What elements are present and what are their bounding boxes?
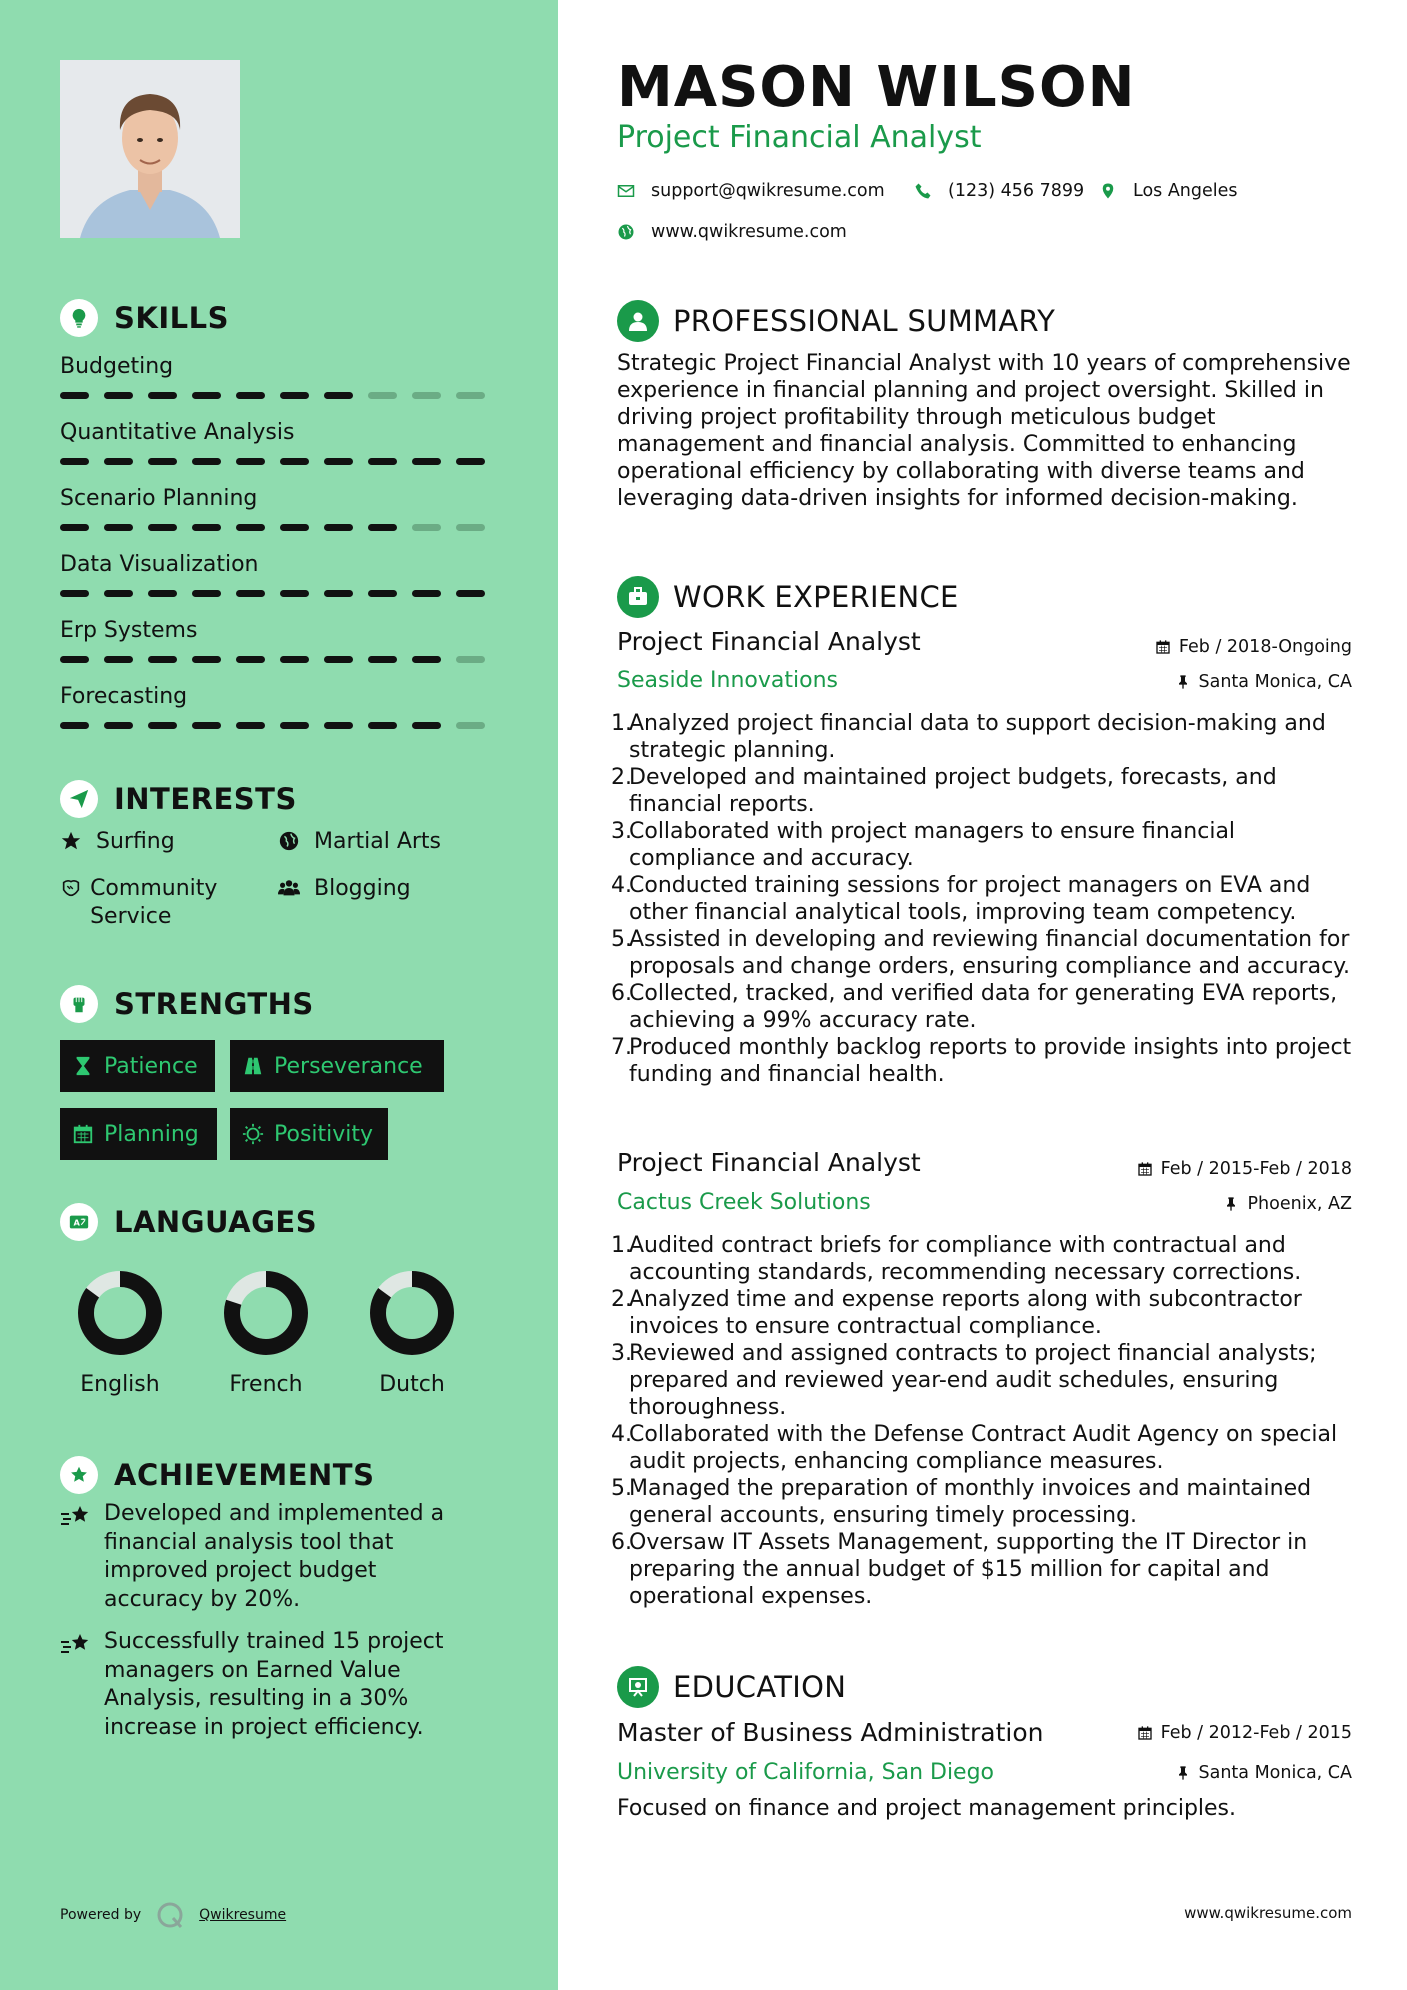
- skill-dash-filled: [324, 458, 353, 465]
- list-item: 1. Analyzed project financial data to support decision-making and strategic planning.: [611, 711, 1326, 763]
- education-location: Santa Monica, CA: [1175, 1763, 1353, 1783]
- skill-dash-filled: [192, 524, 221, 531]
- powered-by: [60, 1900, 286, 1930]
- skills-heading: SKILLS: [60, 299, 229, 337]
- education-description: Focused on finance and project management principles.: [617, 1796, 1237, 1821]
- skill-dash-filled: [324, 590, 353, 597]
- skill-dash-filled: [412, 656, 441, 663]
- skill-name: Forecasting: [60, 684, 188, 709]
- skill-dash-filled: [280, 392, 309, 399]
- list-item: 5. Assisted in developing and reviewing financial documentation for proposals and change orders, ensuring compliance and accuracy.: [611, 927, 1351, 979]
- skill-item: [60, 548, 500, 614]
- contact-phone: [914, 181, 1084, 201]
- skill-dash-filled: [368, 458, 397, 465]
- candidate-role: Project Financial Analyst: [617, 120, 982, 155]
- skill-dash-filled: [60, 458, 89, 465]
- lightbulb-icon: [60, 299, 98, 337]
- strength-label: Perseverance: [274, 1053, 423, 1079]
- globe-icon: [278, 828, 306, 856]
- skill-dash-filled: [236, 722, 265, 729]
- language-ring: [75, 1268, 165, 1358]
- skill-rating: [60, 524, 500, 531]
- summary-text: Strategic Project Financial Analyst with 10 years of comprehensive experience in financial planning and project oversight. Skilled in driving project profitability through meticulous budget management and financial analysis. Committed to enhancing operational efficiency by collaborating with diverse teams and leveraging data-driven insights for informed decision-making.: [617, 351, 1351, 511]
- skill-dash-filled: [280, 524, 309, 531]
- language-item: [206, 1268, 326, 1397]
- skill-dash-filled: [280, 722, 309, 729]
- skill-item: [60, 416, 500, 482]
- skill-dash-filled: [236, 524, 265, 531]
- job-company: Seaside Innovations: [617, 668, 838, 693]
- skill-dash-filled: [60, 656, 89, 663]
- contact-email: [617, 181, 885, 201]
- shooting-star-icon: [60, 1628, 104, 1742]
- skill-rating: [60, 590, 500, 597]
- skill-dash-filled: [148, 392, 177, 399]
- language-name: English: [80, 1372, 160, 1397]
- skill-dash-filled: [368, 656, 397, 663]
- interest-item: [60, 828, 175, 856]
- skill-dash-filled: [60, 392, 89, 399]
- interest-label: Blogging: [314, 876, 411, 901]
- list-item: 1. Audited contract briefs for compliance with contractual and accounting standards, recommending necessary corrections.: [611, 1233, 1302, 1285]
- list-item: 2. Developed and maintained project budgets, forecasts, and financial reports.: [611, 765, 1277, 817]
- language-ring: [367, 1268, 457, 1358]
- languages-heading: A LANGUAGES: [60, 1203, 317, 1241]
- footer-url[interactable]: www.qwikresume.com: [1184, 1904, 1352, 1922]
- skill-rating: [60, 656, 500, 663]
- interest-label: Surfing: [96, 829, 175, 854]
- shooting-star-icon: [60, 1500, 104, 1614]
- user-icon: [617, 300, 659, 342]
- achievement-item: [60, 1628, 480, 1742]
- website-text[interactable]: www.qwikresume.com: [651, 222, 847, 242]
- skill-dash-filled: [236, 392, 265, 399]
- skill-dash-empty: [456, 524, 485, 531]
- strength-tag: [60, 1108, 217, 1160]
- graduation-icon: [617, 1666, 659, 1708]
- language-item: [352, 1268, 472, 1397]
- skill-dash-filled: [412, 722, 441, 729]
- skill-name: Quantitative Analysis: [60, 420, 295, 445]
- envelope-icon: [617, 182, 635, 200]
- skill-dash-empty: [456, 722, 485, 729]
- skill-item: [60, 614, 500, 680]
- email-text[interactable]: support@qwikresume.com: [651, 181, 885, 201]
- skill-dash-filled: [412, 458, 441, 465]
- skill-dash-filled: [104, 524, 133, 531]
- profile-photo: [60, 60, 240, 238]
- list-item: 7. Produced monthly backlog reports to provide insights into project funding and financial health.: [611, 1035, 1352, 1087]
- skill-dash-filled: [368, 524, 397, 531]
- skill-dash-filled: [104, 392, 133, 399]
- interest-label: Martial Arts: [314, 829, 442, 854]
- strengths-heading: STRENGTHS: [60, 985, 314, 1023]
- skill-dash-filled: [324, 656, 353, 663]
- achievement-text: Successfully trained 15 project managers on Earned Value Analysis, resulting in a 30% increase in project efficiency.: [104, 1629, 444, 1740]
- achievement-item: [60, 1500, 480, 1614]
- strength-label: Patience: [104, 1053, 198, 1079]
- achievement-text: Developed and implemented a financial analysis tool that improved project budget accuracy by 20%.: [104, 1501, 445, 1612]
- location-text: Los Angeles: [1133, 181, 1238, 201]
- education-date: Feb / 2012-Feb / 2015: [1137, 1723, 1352, 1743]
- pushpin-icon: [1223, 1196, 1239, 1212]
- hourglass-icon: [72, 1055, 94, 1077]
- list-item: 3. Collaborated with project managers to ensure financial compliance and accuracy.: [611, 819, 1236, 871]
- list-item: 4. Collaborated with the Defense Contract Audit Agency on special audit projects, enhancing compliance measures.: [611, 1422, 1338, 1474]
- interests-heading: INTERESTS: [60, 780, 297, 818]
- skill-dash-filled: [368, 722, 397, 729]
- experience-heading: WORK EXPERIENCE: [617, 576, 959, 618]
- users-icon: [278, 875, 306, 903]
- skill-dash-filled: [412, 590, 441, 597]
- skill-name: Data Visualization: [60, 552, 259, 577]
- job-title: Project Financial Analyst: [617, 1148, 921, 1177]
- education-heading: EDUCATION: [617, 1666, 846, 1708]
- skill-dash-empty: [412, 524, 441, 531]
- skill-dash-filled: [104, 458, 133, 465]
- job-title: Project Financial Analyst: [617, 627, 921, 656]
- skill-item: [60, 680, 500, 746]
- skill-dash-filled: [104, 590, 133, 597]
- skill-dash-filled: [368, 590, 397, 597]
- phone-text: (123) 456 7899: [948, 181, 1085, 201]
- calendar-icon: [1155, 639, 1171, 655]
- skills-list: [60, 350, 500, 746]
- language-icon: [60, 1203, 98, 1241]
- strength-label: Positivity: [274, 1121, 374, 1147]
- calendar-icon: [1137, 1725, 1153, 1741]
- phone-icon: [914, 182, 932, 200]
- strength-tag: [60, 1040, 215, 1092]
- language-name: French: [229, 1372, 303, 1397]
- list-item: 6. Collected, tracked, and verified data for generating EVA reports, achieving a 99% accuracy rate.: [611, 981, 1338, 1033]
- sun-icon: [242, 1123, 264, 1145]
- skill-dash-filled: [148, 656, 177, 663]
- qwikresume-logo-icon: [155, 1900, 185, 1930]
- achievements-heading: ACHIEVEMENTS: [60, 1456, 374, 1494]
- road-icon: [242, 1055, 264, 1077]
- skill-dash-filled: [280, 590, 309, 597]
- language-name: Dutch: [379, 1372, 445, 1397]
- job-date: Feb / 2018-Ongoing: [1155, 637, 1352, 657]
- skill-dash-empty: [456, 392, 485, 399]
- job-bullets: [611, 1232, 1352, 1610]
- handshake-icon: [60, 875, 82, 903]
- strength-tag: [230, 1108, 388, 1160]
- skill-dash-filled: [104, 722, 133, 729]
- skill-item: [60, 482, 500, 548]
- summary-heading: PROFESSIONAL SUMMARY: [617, 300, 1055, 342]
- skill-dash-filled: [280, 656, 309, 663]
- fist-icon: [60, 985, 98, 1023]
- skill-dash-filled: [192, 590, 221, 597]
- skill-dash-filled: [192, 458, 221, 465]
- powered-by-label: Powered by: [60, 1907, 142, 1923]
- trophy-star-icon: [60, 1456, 98, 1494]
- skill-dash-filled: [148, 458, 177, 465]
- skill-dash-filled: [148, 722, 177, 729]
- contact-website: [617, 222, 847, 242]
- job-bullets: [611, 710, 1352, 1088]
- paper-plane-icon: [60, 780, 98, 818]
- calendar-icon: [1137, 1161, 1153, 1177]
- list-item: 2. Analyzed time and expense reports along with subcontractor invoices to ensure contractual compliance.: [611, 1287, 1302, 1339]
- interest-item: [278, 828, 441, 856]
- strength-tag: [230, 1040, 444, 1092]
- job-company: Cactus Creek Solutions: [617, 1190, 871, 1215]
- skill-dash-empty: [412, 392, 441, 399]
- skill-dash-filled: [60, 590, 89, 597]
- skill-dash-filled: [236, 656, 265, 663]
- globe-icon: [617, 223, 635, 241]
- skill-dash-filled: [324, 392, 353, 399]
- skill-name: Erp Systems: [60, 618, 198, 643]
- education-degree: Master of Business Administration: [617, 1718, 1044, 1747]
- skill-dash-filled: [104, 656, 133, 663]
- skill-dash-filled: [324, 722, 353, 729]
- skill-dash-filled: [60, 722, 89, 729]
- skill-dash-filled: [236, 590, 265, 597]
- skill-dash-filled: [456, 590, 485, 597]
- pushpin-icon: [1175, 674, 1191, 690]
- pushpin-icon: [1175, 1765, 1191, 1781]
- skill-name: Scenario Planning: [60, 486, 258, 511]
- skill-dash-filled: [280, 458, 309, 465]
- skill-dash-filled: [192, 392, 221, 399]
- job-location: Santa Monica, CA: [1175, 672, 1353, 692]
- skill-dash-filled: [192, 656, 221, 663]
- skill-dash-filled: [324, 524, 353, 531]
- star-icon: [60, 828, 88, 856]
- contact-location: [1099, 181, 1238, 201]
- list-item: 5. Managed the preparation of monthly invoices and maintained general accounts, ensuring timely processing.: [611, 1476, 1312, 1528]
- job-date: Feb / 2015-Feb / 2018: [1137, 1159, 1352, 1179]
- list-item: 3. Reviewed and assigned contracts to project financial analysts; prepared and reviewed year-end audit schedules, ensuring thoroughness.: [611, 1341, 1317, 1420]
- skill-rating: [60, 458, 500, 465]
- interest-item: [278, 875, 411, 903]
- skill-dash-empty: [456, 656, 485, 663]
- strength-label: Planning: [104, 1121, 199, 1147]
- skill-dash-filled: [236, 458, 265, 465]
- skill-dash-filled: [148, 524, 177, 531]
- skill-item: [60, 350, 500, 416]
- svg-text:A: A: [73, 1217, 80, 1228]
- skill-rating: [60, 722, 500, 729]
- sidebar: [0, 0, 558, 1990]
- list-item: 4. Conducted training sessions for project managers on EVA and other financial analytical tools, improving team competency.: [611, 873, 1311, 925]
- skill-dash-empty: [368, 392, 397, 399]
- map-pin-icon: [1099, 182, 1117, 200]
- skill-name: Budgeting: [60, 354, 174, 379]
- skill-dash-filled: [60, 524, 89, 531]
- language-ring: [221, 1268, 311, 1358]
- briefcase-icon: [617, 576, 659, 618]
- interest-item: [60, 875, 260, 931]
- list-item: 6. Oversaw IT Assets Management, supporting the IT Director in preparing the annual budget of $15 million for capital and operational expenses.: [611, 1530, 1308, 1609]
- interest-label: Community Service: [90, 876, 218, 929]
- skill-dash-filled: [192, 722, 221, 729]
- skill-rating: [60, 392, 500, 399]
- education-school: University of California, San Diego: [617, 1760, 995, 1785]
- language-item: [60, 1268, 180, 1397]
- qwikresume-link[interactable]: Qwikresume: [199, 1907, 287, 1923]
- skill-dash-filled: [456, 458, 485, 465]
- calendar-icon: [72, 1123, 94, 1145]
- job-location: Phoenix, AZ: [1223, 1194, 1352, 1214]
- skill-dash-filled: [148, 590, 177, 597]
- candidate-name: MASON WILSON: [617, 55, 1136, 120]
